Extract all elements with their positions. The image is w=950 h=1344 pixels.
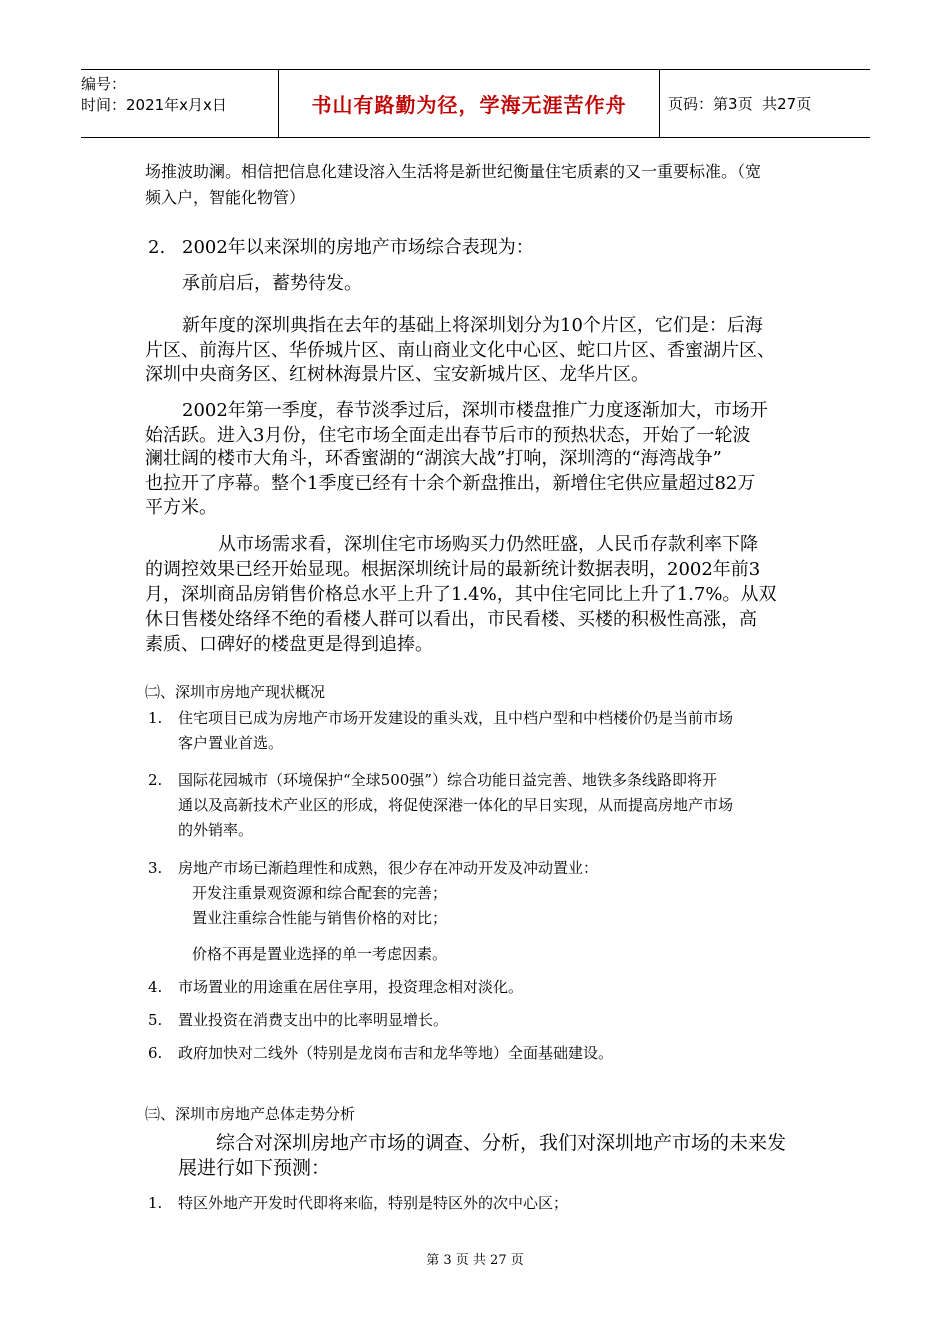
section-2-title: 2002年以来深圳的房地产市场综合表现为： (182, 237, 534, 258)
list-item-text: 置业投资在消费支出中的比率明显增长。 (178, 1011, 449, 1029)
list-subitem: 价格不再是置业选择的单一考虑因素。 (192, 945, 448, 963)
paragraph-line: 从市场需求看，深圳住宅市场购买力仍然旺盛，人民币存款利率下降 (218, 534, 758, 555)
list-item-number: 1. (148, 709, 163, 727)
list-item-text: 客户置业首选。 (178, 734, 284, 752)
section-2-heading (148, 235, 534, 261)
paragraph-line: 2002年第一季度，春节淡季过后，深圳市楼盘推广力度逐渐加大，市场开 (182, 400, 768, 421)
section-2-subtitle: 承前启后，蓄势待发。 (182, 273, 362, 294)
paragraph-line: 深圳中央商务区、红树林海景片区、宝安新城片区、龙华片区。 (145, 364, 649, 385)
list-item-number: 4. (148, 978, 163, 996)
list-item-text: 通以及高新技术产业区的形成，将促使深港一体化的早日实现，从而提高房地产市场 (178, 796, 734, 814)
paragraph-line: 片区、前海片区、华侨城片区、南山商业文化中心区、蛇口片区、香蜜湖片区、 (145, 340, 775, 361)
list-subitem: 置业注重综合性能与销售价格的对比； (192, 909, 448, 927)
list-item-number: 2. (148, 771, 163, 789)
list-item-text: 的外销率。 (178, 821, 254, 839)
list-item-text: 国际花园城市（环境保护“全球500强”）综合功能日益完善、地铁多条线路即将开 (178, 771, 717, 789)
header-page-total: 27 (777, 94, 797, 113)
list-item-3 (148, 856, 598, 880)
header-page-label: 页码：第 (668, 95, 729, 113)
list-item-text: 特区外地产开发时代即将来临，特别是特区外的次中心区； (178, 1194, 569, 1212)
list-item-number: 5. (148, 1011, 163, 1029)
header-page-num: 3 (728, 94, 738, 113)
header-page-mid: 页 共 (737, 95, 778, 113)
section-3-title: ㈢、深圳市房地产总体走势分析 (145, 1105, 356, 1123)
list-item-text: 住宅项目已成为房地产市场开发建设的重头戏，且中档户型和中档楼价仍是当前市场 (178, 709, 734, 727)
page-header (81, 69, 870, 138)
paragraph-line: 也拉开了序幕。整个1季度已经有十余个新盘推出，新增住宅供应量超过82万 (145, 473, 756, 494)
list-item-text: 政府加快对二线外（特别是龙岗布吉和龙华等地）全面基础建设。 (178, 1044, 614, 1062)
header-motto-cell (279, 70, 660, 137)
paragraph-line: 综合对深圳房地产市场的调查、分析，我们对深圳地产市场的未来发 (216, 1132, 787, 1154)
paragraph-line: 始活跃。进入3月份，住宅市场全面走出春节后市的预热状态，开始了一轮波 (145, 425, 751, 446)
paragraph-line: 的调控效果已经开始显现。根据深圳统计局的最新统计数据表明，2002年前3 (145, 559, 761, 580)
body-line: 场推波助澜。相信把信息化建设溶入生活将是新世纪衡量住宅质素的又一重要标准。（宽 (145, 162, 762, 181)
list-item-number: 3. (148, 859, 163, 877)
list-item-text: 房地产市场已渐趋理性和成熟，很少存在冲动开发及冲动置业： (178, 859, 599, 877)
header-page-info (660, 70, 870, 137)
paragraph-line: 展进行如下预测： (178, 1157, 331, 1179)
section-2-number: 2. (148, 237, 166, 258)
paragraph-line: 平方米。 (145, 497, 217, 518)
header-date-label: 时间：2021年x月x日 (81, 96, 227, 114)
paragraph-line: 新年度的深圳典指在去年的基础上将深圳划分为10个片区，它们是：后海 (182, 315, 763, 336)
section-2b-title: ㈡、深圳市房地产现状概况 (145, 683, 326, 701)
list-item-1 (148, 706, 733, 730)
list-item-4 (148, 975, 523, 999)
list-item-number: 1. (148, 1194, 163, 1212)
header-number-label: 编号： (81, 75, 127, 93)
list-item-2 (148, 768, 717, 792)
list-subitem: 开发注重景观资源和综合配套的完善； (192, 884, 448, 902)
paragraph-line: 澜壮阔的楼市大角斗，环香蜜湖的“湖滨大战”打响，深圳湾的“海湾战争” (145, 448, 722, 469)
header-motto: 书山有路勤为径，学海无涯苦作舟 (311, 93, 627, 117)
list-item-6 (148, 1041, 613, 1065)
list-item-5 (148, 1008, 448, 1032)
list-item-text: 市场置业的用途重在居住享用，投资理念相对淡化。 (178, 978, 524, 996)
paragraph-line: 休日售楼处络绎不绝的看楼人群可以看出，市民看楼、买楼的积极性高涨，高 (145, 609, 757, 630)
body-line: 频入户，智能化物管） (145, 188, 306, 207)
page-footer: 第 3 页 共 27 页 (426, 1253, 524, 1268)
list-item-number: 6. (148, 1044, 163, 1062)
paragraph-line: 素质、口碑好的楼盘更是得到追捧。 (145, 634, 433, 655)
header-page-end: 页 (796, 95, 812, 113)
header-meta (81, 70, 279, 137)
paragraph-line: 月，深圳商品房销售价格总水平上升了1.4%，其中住宅同比上升了1.7%。从双 (145, 584, 777, 605)
list-item-j1 (148, 1191, 568, 1215)
